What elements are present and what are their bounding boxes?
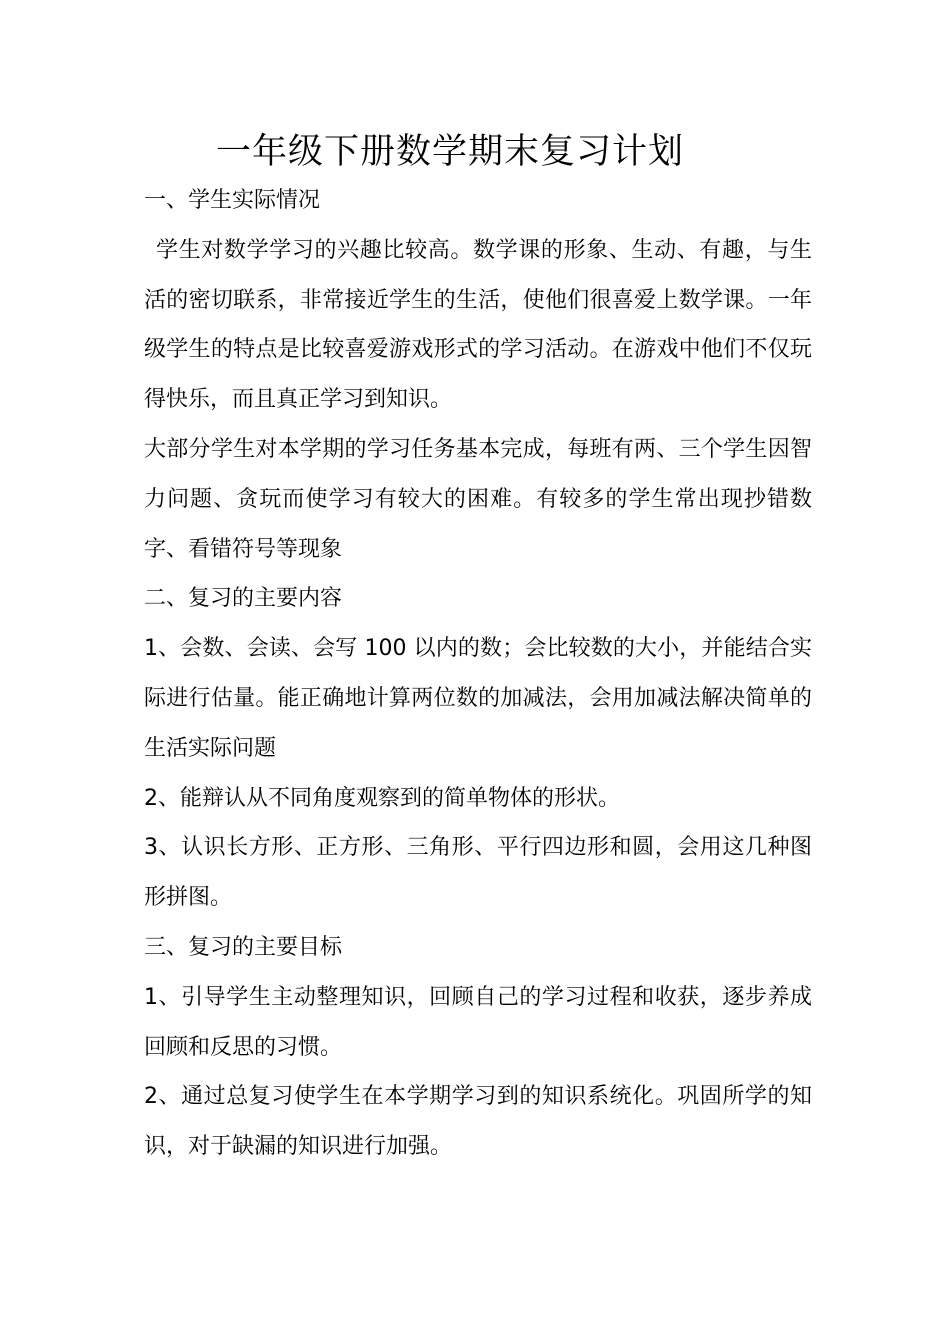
goal-item-2: 2、通过总复习使学生在本学期学习到的知识系统化。巩固所学的知识，对于缺漏的知识进行加强。 xyxy=(144,1084,812,1160)
paragraph-student-interest: 学生对数学学习的兴趣比较高。数学课的形象、生动、有趣，与生活的密切联系，非常接近学生的生活，使他们很喜爱上数学课。一年级学生的特点是比较喜爱游戏形式的学习活动。在游戏中他们不仅玩得快乐，而且真正学习到知识。 xyxy=(144,237,812,413)
section-heading-3: 三、复习的主要目标 xyxy=(144,934,343,960)
section-heading-2: 二、复习的主要内容 xyxy=(144,586,343,612)
content-item-2: 2、能辩认从不同角度观察到的简单物体的形状。 xyxy=(144,785,620,811)
section-heading-1: 一、学生实际情况 xyxy=(144,188,321,213)
document-body xyxy=(144,176,812,1172)
page-title: 一年级下册数学期末复习计划 xyxy=(215,132,684,172)
content-item-3: 3、认识长方形、正方形、三角形、平行四边形和圆，会用这几种图形拼图。 xyxy=(144,835,812,911)
content-item-1: 1、会数、会读、会写 100 以内的数；会比较数的大小，并能结合实际进行估量。能正确地计算两位数的加减法，会用加减法解决简单的生活实际问题 xyxy=(144,636,812,761)
goal-item-1: 1、引导学生主动整理知识，回顾自己的学习过程和收获，逐步养成回顾和反思的习惯。 xyxy=(144,984,812,1060)
paragraph-student-status: 大部分学生对本学期的学习任务基本完成，每班有两、三个学生因智力问题、贪玩而使学习有较大的困难。有较多的学生常出现抄错数字、看错符号等现象 xyxy=(144,436,812,562)
